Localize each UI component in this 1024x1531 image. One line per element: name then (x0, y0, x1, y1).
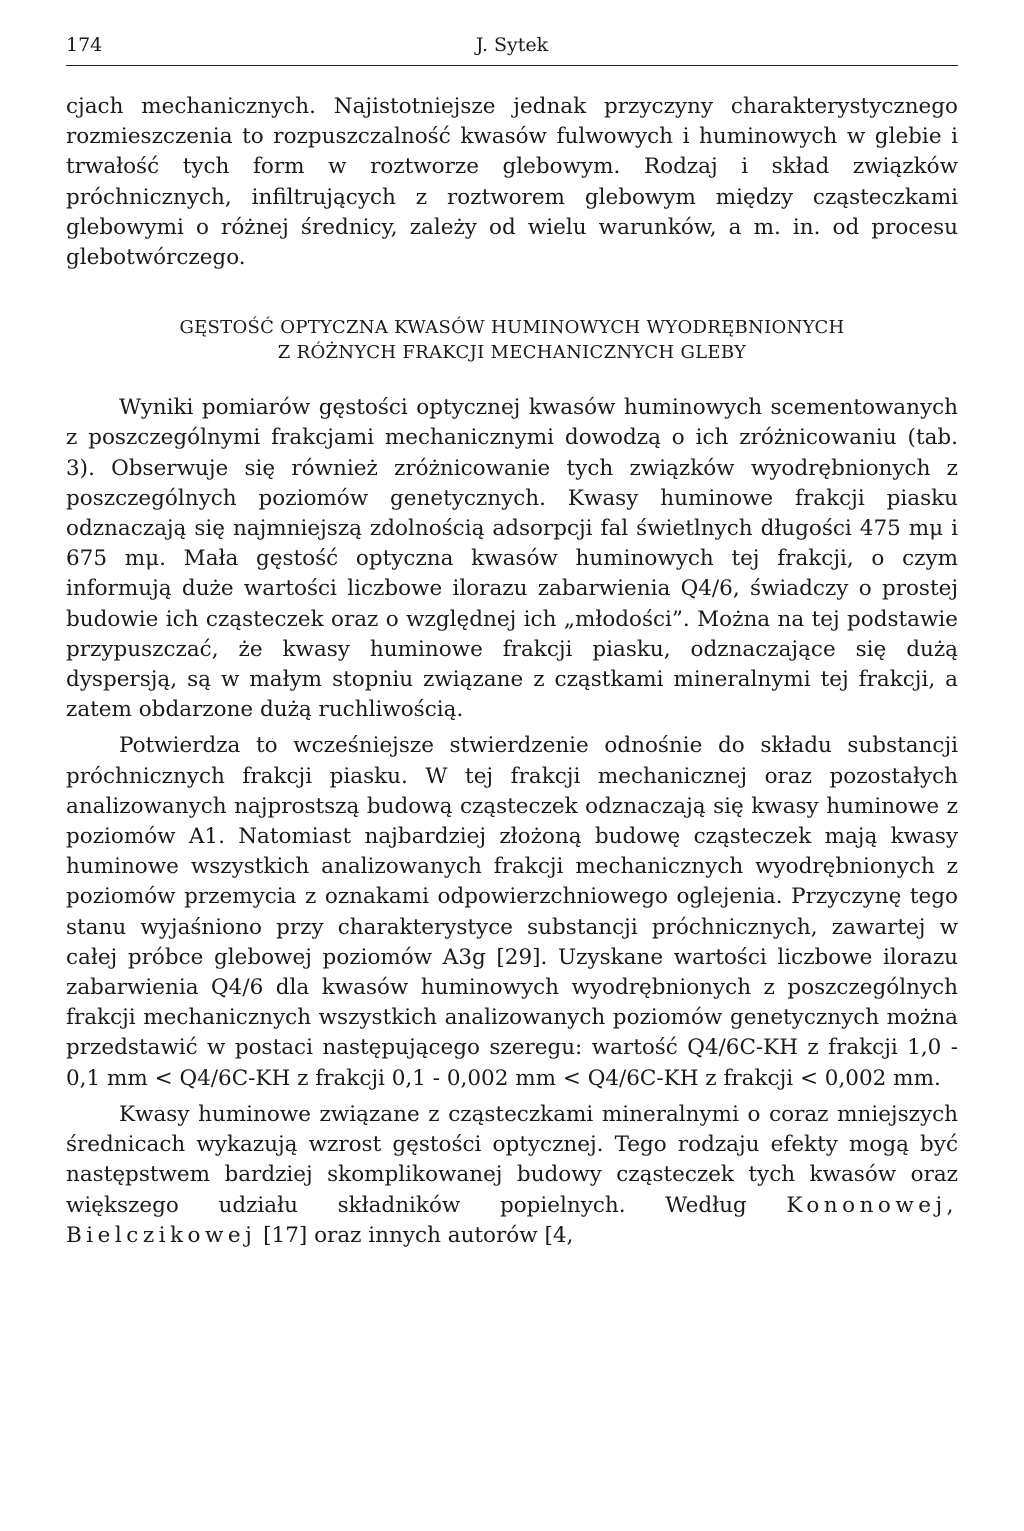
running-title: J. Sytek (475, 34, 549, 56)
paragraph-text: [17] oraz innych autorów [4, (263, 1222, 574, 1248)
paragraph-optical-density: Wyniki pomiarów gęstości optycznej kwasów huminowych scementowanych z poszczególnymi frakcjami mechanicznymi dowodzą o ich zróżnicowaniu (tab. 3). Obserwuje się również zróżnicowanie tych związków wyodrębnionych z poszczególnych poziomów genetycznych. Kwasy huminowe frakcji piasku odznaczają się najmniejszą zdolnością adsorpcji fal świetlnych długości 475 mμ i 675 mμ. Mała gęstość optyczna kwasów huminowych tej frakcji, o czym informują duże wartości liczbowe ilorazu zabarwienia Q4/6, świadczy o prostej budowie ich cząsteczek oraz o względnej ich „młodości”. Można na tej podstawie przypuszczać, że kwasy huminowe frakcji piasku, odznaczające się dużą dyspersją, są w małym stopniu związane z cząstkami mineralnymi tej frakcji, a zatem obdarzone dużą ruchliwością. (66, 395, 958, 723)
author-name: Bielczikowej (66, 1222, 257, 1248)
running-head (66, 30, 958, 58)
section-heading (66, 315, 958, 365)
section-heading-line-1: GĘSTOŚĆ OPTYCZNA KWASÓW HUMINOWYCH WYODRĘBNIONYCH (179, 317, 845, 339)
author-name: Kononowej, (786, 1192, 958, 1218)
paragraph-text: Kwasy huminowe związane z cząsteczkami mineralnymi o coraz mniejszych średnicach wykazują wzrost gęstości optycznej. Tego rodzaju efekty mogą być następstwem bardziej skomplikowanej budowy cząsteczek tych kwasów oraz większego udziału składników popielnych. Według (66, 1101, 958, 1218)
page (66, 30, 958, 1248)
section-heading-line-2: Z RÓŻNYCH FRAKCJI MECHANICZNYCH GLEBY (277, 342, 747, 364)
paragraph-confirmation: Potwierdza to wcześniejsze stwierdzenie odnośnie do składu substancji próchnicznych frakcji piasku. W tej frakcji mechanicznej oraz pozostałych analizowanych najprostszą budową cząsteczek odznaczają się kwasy huminowe z poziomów A1. Natomiast najbardziej złożoną budowę cząsteczek mają kwasy huminowe wszystkich analizowanych frakcji mechanicznych wyodrębnionych z poziomów przemycia z oznakami odpowierzchniowego oglejenia. Przyczynę tego stanu wyjaśniono przy charakterystyce substancji próchnicznych, zawartej w całej próbce glebowej poziomów A3g [29]. Uzyskane wartości liczbowe ilorazu zabarwienia Q4/6 dla kwasów huminowych wyodrębnionych z poszczególnych frakcji mechanicznych wszystkich analizowanych poziomów genetycznych można przedstawić w postaci następującego szeregu: wartość Q4/6C-KH z frakcji 1,0 - 0,1 mm < Q4/6C-KH z frakcji 0,1 - 0,002 mm < Q4/6C-KH z frakcji < 0,002 mm. (66, 733, 958, 1091)
paragraph-continued: cjach mechanicznych. Najistotniejsze jednak przyczyny charakterystycznego rozmieszczenia to rozpuszczalność kwasów fulwowych i huminowych w glebie i trwałość tych form w roztworze glebowym. Rodzaj i skład związków próchnicznych, infiltrujących z roztworem glebowym między cząsteczkami glebowymi o różnej średnicy, zależy od wielu warunków, a m. in. od procesu glebotwórczego. (66, 94, 958, 271)
header-rule (66, 65, 958, 66)
paragraph-mineral-bound (66, 1100, 958, 1251)
body-text (66, 92, 958, 1251)
page-number: 174 (66, 34, 103, 56)
